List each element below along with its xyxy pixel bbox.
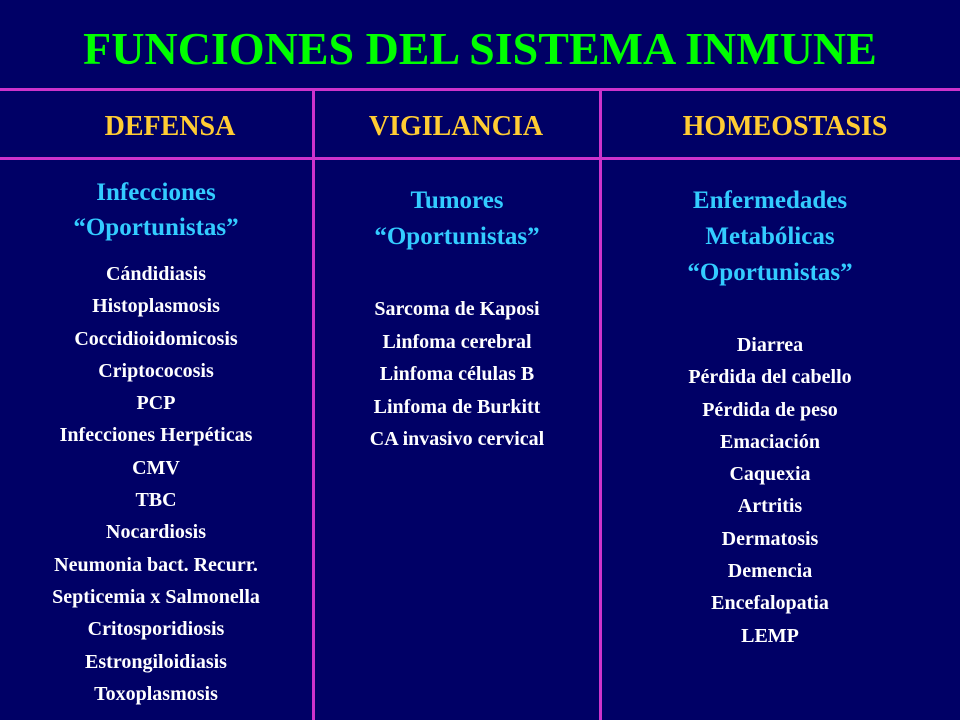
list-item: Infecciones Herpéticas — [59, 424, 253, 447]
list-item: Coccidioidomicosis — [74, 327, 238, 350]
column-subtitle-line: “Oportunistas” — [73, 214, 239, 241]
divider-top — [0, 88, 960, 91]
column-heading-vigilancia: VIGILANCIA — [368, 111, 544, 142]
column-item-list — [620, 329, 920, 652]
column-homeostasis — [620, 183, 920, 652]
list-item: Demencia — [727, 560, 813, 583]
list-item: PCP — [136, 392, 176, 415]
list-item: Sarcoma de Kaposi — [374, 298, 540, 320]
list-item: Pérdida del cabello — [688, 366, 852, 389]
column-vigilancia — [312, 183, 602, 456]
list-item: Cándidiasis — [105, 263, 207, 285]
list-item: Septicemia x Salmonella — [52, 585, 260, 608]
column-item-list — [312, 293, 602, 456]
list-item: Dermatosis — [721, 527, 819, 550]
column-subtitle-line: “Oportunistas” — [374, 223, 540, 250]
list-item: CMV — [132, 456, 180, 479]
list-item: Criptococosis — [98, 359, 214, 382]
column-heading-homeostasis: HOMEOSTASIS — [682, 111, 888, 142]
list-item: Encefalopatia — [711, 592, 829, 615]
column-item-list — [0, 258, 312, 710]
list-item: Linfoma de Burkitt — [373, 395, 541, 418]
list-item: Histoplasmosis — [92, 295, 220, 318]
list-item: CA invasivo cervical — [369, 428, 545, 450]
column-subtitle — [0, 175, 312, 245]
list-item: Caquexia — [729, 463, 811, 486]
slide-title: FUNCIONES DEL SISTEMA INMUNE — [83, 23, 877, 74]
list-item: Diarrea — [736, 334, 804, 356]
column-subtitle-line: Infecciones — [96, 179, 216, 206]
list-item: Emaciación — [720, 430, 820, 453]
column-defensa — [0, 175, 312, 710]
column-subtitle-line: Tumores — [410, 187, 504, 214]
list-item: Pérdida de peso — [702, 398, 838, 421]
column-heading-defensa: DEFENSA — [104, 111, 236, 142]
list-item: Neumonia bact. Recurr. — [54, 553, 258, 576]
list-item: Artritis — [737, 495, 803, 518]
column-subtitle — [620, 183, 920, 291]
list-item: LEMP — [741, 624, 799, 647]
list-item: Estrongiloidiasis — [85, 650, 227, 673]
list-item: TBC — [135, 489, 177, 512]
list-item: Linfoma células B — [379, 363, 535, 385]
list-item: Linfoma cerebral — [382, 330, 532, 353]
column-subtitle — [312, 183, 602, 255]
list-item: Nocardiosis — [106, 521, 206, 544]
column-subtitle-line: Enfermedades — [692, 187, 848, 214]
list-item: Toxoplasmosis — [94, 682, 218, 705]
list-item: Critosporidiosis — [87, 618, 225, 641]
column-subtitle-line: “Oportunistas” — [687, 259, 853, 286]
divider-header — [0, 157, 960, 160]
column-subtitle-line: Metabólicas — [705, 223, 835, 250]
